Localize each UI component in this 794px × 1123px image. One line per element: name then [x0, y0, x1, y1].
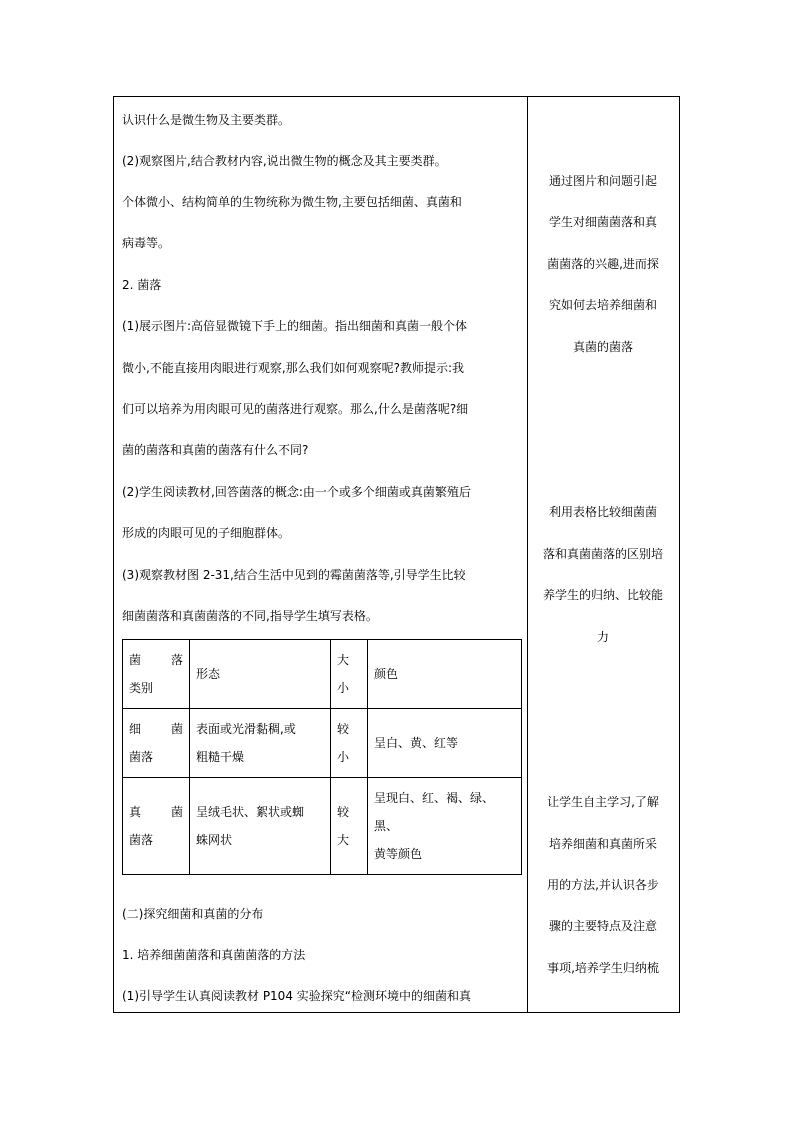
intent-line: 让学生自主学习,了解	[547, 795, 659, 809]
text-line: 病毒等。	[122, 236, 171, 250]
intent-line: 究如何去培养细菌和	[548, 298, 657, 312]
text-line: 们可以培养为用肉眼可见的菌落进行观察。那么,什么是菌落呢?细	[122, 402, 469, 416]
intent-line: 用的方法,并认识各步	[547, 878, 659, 892]
intent-line: 骤的主要特点及注意	[548, 919, 657, 933]
header-cell-category: 菌 落 类别	[123, 640, 190, 709]
colony-comparison-table	[122, 639, 522, 875]
table-cell: 呈绒毛状、絮状或蜘 蛛网状	[190, 778, 331, 875]
intent-line: 养学生的归纳、比较能	[542, 588, 663, 602]
intent-line: 落和真菌菌落的区别培	[542, 547, 663, 561]
table-cell: 呈白、黄、红等	[368, 709, 522, 778]
table-row	[123, 709, 522, 778]
intent-line: 培养细菌和真菌所采	[548, 837, 657, 851]
section-heading: 2. 菌落	[122, 278, 162, 292]
text-line: 个体微小、结构简单的生物统称为微生物,主要包括细菌、真菌和	[122, 195, 462, 209]
text-line: (1)展示图片:高倍显微镜下手上的细菌。指出细菌和真菌一般个体	[122, 319, 468, 333]
table-cell: 细 菌 菌落	[123, 709, 190, 778]
header-cell-shape: 形态	[190, 640, 331, 709]
table-cell: 呈现白、红、褐、绿、黑、 黄等颜色	[368, 778, 522, 875]
text-line: 形成的肉眼可见的子细胞群体。	[122, 526, 291, 540]
text-line: (2)学生阅读教材,回答菌落的概念:由一个或多个细菌或真菌繁殖后	[122, 485, 471, 499]
intent-line: 力	[596, 630, 609, 644]
section-heading: 1. 培养细菌菌落和真菌菌落的方法	[122, 948, 306, 962]
intent-line: 真菌的菌落	[572, 340, 633, 354]
intent-line: 菌菌落的兴趣,进而探	[547, 257, 659, 271]
table-row	[123, 778, 522, 875]
text-line: (2)观察图片,结合教材内容,说出微生物的概念及其主要类群。	[122, 154, 447, 168]
table-header-row	[123, 640, 522, 709]
table-cell: 较 小	[331, 709, 368, 778]
intent-line: 学生对细菌菌落和真	[548, 215, 657, 229]
header-cell-color: 颜色	[368, 640, 522, 709]
table-cell: 真 菌 菌落	[123, 778, 190, 875]
lesson-table-frame	[113, 96, 680, 1013]
header-cell-size: 大 小	[331, 640, 368, 709]
intent-line: 通过图片和问题引起	[548, 174, 657, 188]
text-line: (3)观察教材图 2-31,结合生活中见到的霉菌菌落等,引导学生比较	[122, 568, 466, 582]
section-heading: (二)探究细菌和真菌的分布	[122, 907, 264, 921]
intent-line: 事项,培养学生归纳梳	[547, 961, 659, 975]
table-cell: 表面或光滑黏稠,或 粗糙干燥	[190, 709, 331, 778]
table-cell: 较 大	[331, 778, 368, 875]
text-line: (1)引导学生认真阅读教材 P104 实验探究“检测环境中的细菌和真	[122, 989, 471, 1003]
text-line: 细菌菌落和真菌菌落的不同,指导学生填写表格。	[122, 609, 378, 623]
text-line: 微小,不能直接用肉眼进行观察,那么我们如何观察呢?教师提示:我	[122, 361, 465, 375]
intent-line: 利用表格比较细菌菌	[548, 505, 657, 519]
text-line: 菌的菌落和真菌的菌落有什么不同?	[122, 443, 309, 457]
text-line: 认识什么是微生物及主要类群。	[122, 113, 291, 127]
